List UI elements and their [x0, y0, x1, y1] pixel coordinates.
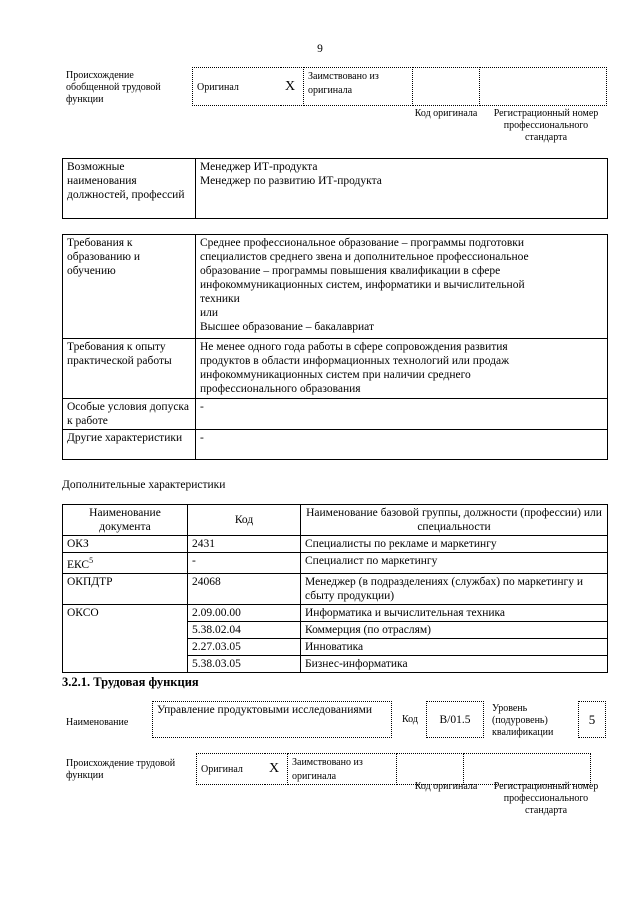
req-line: образование – программы повышения квалификации в сфере — [200, 265, 501, 277]
origin-reg-label: Регистрационный номер профессионального стандарта — [493, 108, 599, 143]
origin2-borrowed: Заимствовано из оригинала — [292, 757, 363, 782]
table-row-code: - — [188, 553, 301, 574]
req-other-value: - — [196, 430, 608, 460]
table-row-code: 2.27.03.05 — [188, 638, 301, 655]
table-row-doc — [63, 553, 188, 574]
additional-table — [62, 504, 608, 673]
table-row-doc: ОКПДТР — [63, 573, 188, 604]
origin-table — [192, 67, 607, 106]
origin-original-cell — [193, 68, 282, 106]
origin-code-label: Код оригинала — [414, 108, 478, 119]
table-row-code: 2431 — [188, 536, 301, 553]
req-conditions-label: Особые условия допуска к работе — [63, 399, 196, 430]
function-name-label: Наименование — [66, 717, 129, 728]
requirements-table — [62, 234, 608, 460]
additional-header-code: Код — [188, 505, 301, 536]
origin2-label: Происхождение трудовой функции — [66, 758, 176, 781]
table-row-name: Менеджер (в подразделениях (службах) по маркетингу и сбыту продукции) — [301, 573, 608, 604]
req-line: продуктов в области информационных технологий или продаж — [200, 355, 510, 367]
origin2-original-cell — [197, 754, 266, 785]
req-line: профессионального образования — [200, 383, 361, 395]
req-line: Высшее образование – бакалавриат — [200, 321, 374, 333]
table-row-code: 2.09.00.00 — [188, 604, 301, 621]
table-row-doc: ОКСО — [63, 604, 188, 672]
function-heading: 3.2.1. Трудовая функция — [62, 675, 199, 689]
table-row-name: Специалисты по рекламе и маркетингу — [301, 536, 608, 553]
origin-original: Оригинал — [197, 81, 239, 93]
origin2-borrowed-cell — [288, 754, 397, 785]
table-row-code: 5.38.02.04 — [188, 621, 301, 638]
req-line: инфокоммуникационных систем, информатики и вычислительной — [200, 279, 525, 291]
function-code-cell — [427, 702, 484, 738]
function-level-value: 5 — [588, 711, 596, 727]
req-other-label: Другие характеристики — [63, 430, 196, 460]
function-code-box — [426, 701, 484, 738]
req-conditions-value: - — [196, 399, 608, 430]
origin2-code-cell — [397, 754, 464, 785]
origin-borrowed-cell — [304, 68, 413, 106]
doc-footnote: 5 — [89, 556, 94, 565]
table-row-doc: ОКЗ — [63, 536, 188, 553]
position-item: Менеджер ИТ-продукта — [200, 161, 318, 173]
table-row-name: Инноватика — [301, 638, 608, 655]
req-line: Среднее профессиональное образование – программы подготовки — [200, 237, 525, 249]
function-code-value: B/01.5 — [439, 713, 471, 726]
origin2-reg-label: Регистрационный номер профессионального стандарта — [493, 781, 599, 816]
origin2-mark-cell — [265, 754, 288, 785]
origin2-code-label: Код оригинала — [414, 781, 478, 792]
req-line: Не менее одного года работы в сфере сопровождения развития — [200, 341, 508, 353]
doc-name: ЕКС — [67, 558, 90, 571]
req-line: или — [200, 307, 219, 319]
page-number: 9 — [317, 43, 323, 55]
function-level-cell — [579, 702, 606, 738]
positions-values — [196, 159, 608, 219]
table-row-name: Специалист по маркетингу — [301, 553, 608, 574]
req-line: техники — [200, 293, 240, 305]
req-education-label: Требования к образованию и обучению — [63, 235, 196, 339]
position-item: Менеджер по развитию ИТ-продукта — [200, 175, 382, 187]
table-row-code: 5.38.03.05 — [188, 655, 301, 672]
origin2-mark: X — [269, 761, 280, 776]
additional-header-name: Наименование базовой группы, должности (профессии) или специальности — [301, 505, 608, 536]
table-row-name: Бизнес-информатика — [301, 655, 608, 672]
positions-table — [62, 158, 608, 219]
origin-reg-cell — [480, 68, 607, 106]
positions-label: Возможные наименования должностей, профессий — [63, 159, 196, 219]
origin-borrowed: Заимствовано из оригинала — [308, 71, 379, 96]
additional-title: Дополнительные характеристики — [62, 479, 226, 491]
function-level-label: Уровень (подуровень) квалификации — [492, 703, 554, 738]
table-row-name: Информатика и вычислительная техника — [301, 604, 608, 621]
additional-header-doc: Наименование документа — [63, 505, 188, 536]
function-level-box — [578, 701, 606, 738]
req-experience-value — [196, 339, 608, 399]
origin-mark: X — [285, 78, 296, 94]
function-code-label: Код — [402, 714, 418, 725]
table-row-name: Коммерция (по отраслям) — [301, 621, 608, 638]
origin-code-cell — [413, 68, 480, 106]
function-name-box — [152, 701, 392, 738]
table-row-code: 24068 — [188, 573, 301, 604]
function-name-value: Управление продуктовыми исследованиями — [157, 704, 373, 716]
req-education-value — [196, 235, 608, 339]
origin-label: Происхождение обобщенной трудовой функции — [66, 70, 161, 105]
req-line: инфокоммуникационных систем при наличии среднего — [200, 369, 471, 381]
origin2-original: Оригинал — [201, 764, 243, 775]
origin-mark-cell — [281, 68, 304, 106]
req-experience-label: Требования к опыту практической работы — [63, 339, 196, 399]
origin2-reg-cell — [464, 754, 591, 785]
function-name-cell — [153, 702, 392, 738]
req-line: специалистов среднего звена и дополнительное профессиональное — [200, 251, 529, 263]
